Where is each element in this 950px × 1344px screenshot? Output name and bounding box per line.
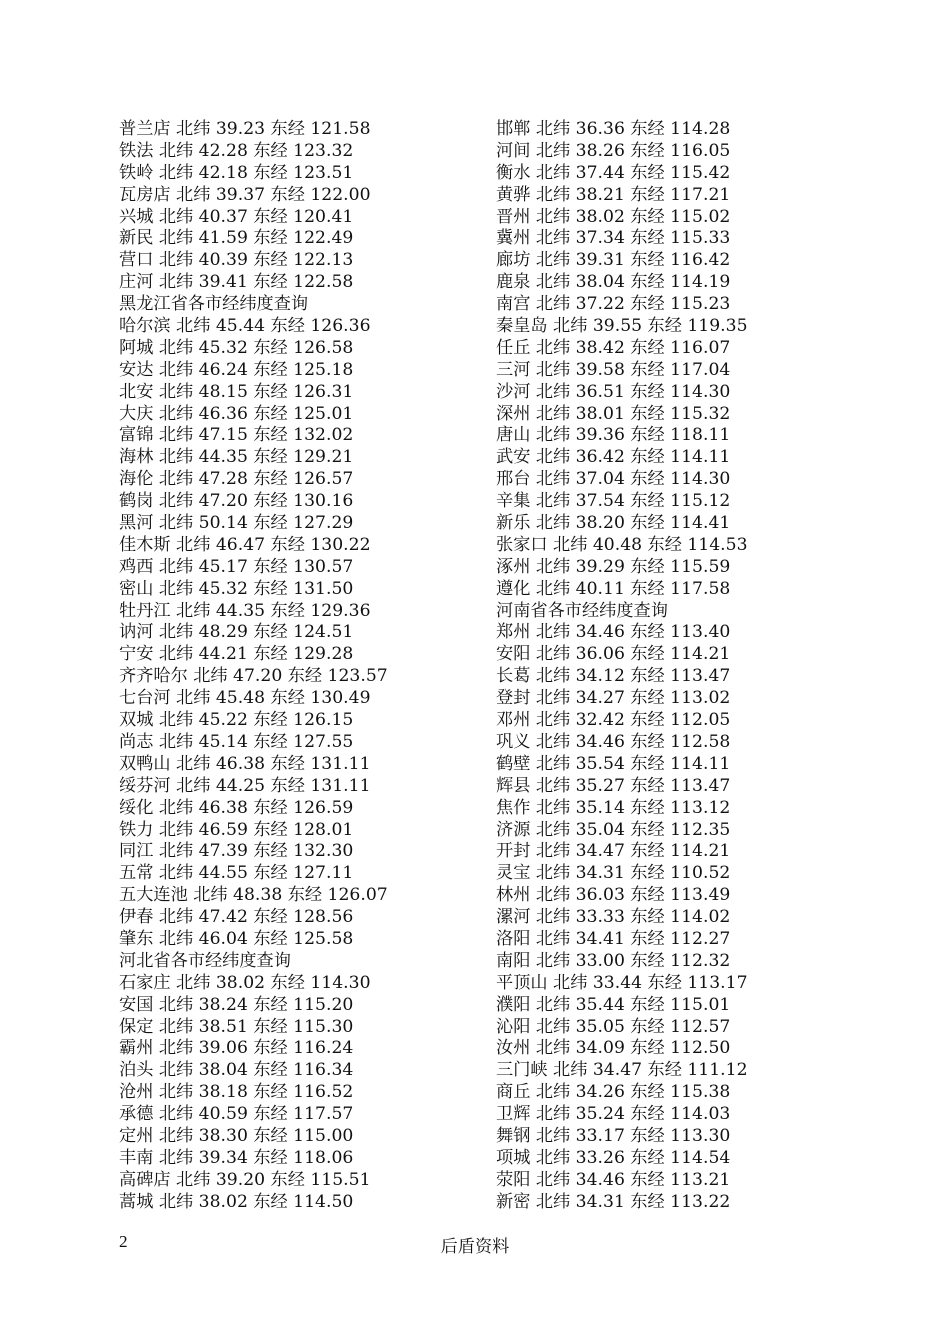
right-column — [496, 119, 856, 1214]
city-entry: 林州 北纬 36.03 东经 113.49 — [496, 885, 731, 906]
city-entry: 沁阳 北纬 35.05 东经 112.57 — [496, 1016, 731, 1037]
city-entry: 铁法 北纬 42.28 东经 123.32 — [119, 140, 354, 161]
city-entry: 新民 北纬 41.59 东经 122.49 — [119, 228, 354, 249]
city-entry: 巩义 北纬 34.46 东经 112.58 — [496, 731, 731, 752]
city-entry: 五大连池 北纬 48.38 东经 126.07 — [119, 885, 388, 906]
city-entry: 牡丹江 北纬 44.35 东经 129.36 — [119, 600, 371, 621]
city-entry: 定州 北纬 38.30 东经 115.00 — [119, 1125, 354, 1146]
city-entry: 瓦房店 北纬 39.37 东经 122.00 — [119, 184, 371, 205]
city-entry: 保定 北纬 38.51 东经 115.30 — [119, 1016, 354, 1037]
city-entry: 安达 北纬 46.24 东经 125.18 — [119, 359, 354, 380]
city-entry: 尚志 北纬 45.14 东经 127.55 — [119, 731, 354, 752]
city-entry: 双鸭山 北纬 46.38 东经 131.11 — [119, 753, 371, 774]
city-entry: 灵宝 北纬 34.31 东经 110.52 — [496, 863, 731, 884]
city-entry: 庄河 北纬 39.41 东经 122.58 — [119, 272, 354, 293]
city-entry: 辛集 北纬 37.54 东经 115.12 — [496, 491, 731, 512]
city-entry: 舞钢 北纬 33.17 东经 113.30 — [496, 1125, 731, 1146]
city-entry: 南阳 北纬 33.00 东经 112.32 — [496, 950, 731, 971]
city-entry: 北安 北纬 48.15 东经 126.31 — [119, 381, 354, 402]
city-entry: 三门峡 北纬 34.47 东经 111.12 — [496, 1060, 748, 1081]
city-entry: 开封 北纬 34.47 东经 114.21 — [496, 841, 731, 862]
page-number: 2 — [119, 1232, 128, 1251]
city-entry: 营口 北纬 40.39 东经 122.13 — [119, 250, 354, 271]
city-entry: 长葛 北纬 34.12 东经 113.47 — [496, 666, 731, 687]
city-entry: 讷河 北纬 48.29 东经 124.51 — [119, 622, 354, 643]
city-entry: 绥芬河 北纬 44.25 东经 131.11 — [119, 775, 371, 796]
city-entry: 普兰店 北纬 39.23 东经 121.58 — [119, 119, 371, 139]
city-entry: 三河 北纬 39.58 东经 117.04 — [496, 359, 731, 380]
city-entry: 沙河 北纬 36.51 东经 114.30 — [496, 381, 731, 402]
city-entry: 郑州 北纬 34.46 东经 113.40 — [496, 622, 731, 643]
city-entry: 深州 北纬 38.01 东经 115.32 — [496, 403, 731, 424]
city-entry: 安阳 北纬 36.06 东经 114.21 — [496, 644, 731, 665]
city-entry: 承德 北纬 40.59 东经 117.57 — [119, 1104, 354, 1125]
city-entry: 同江 北纬 47.39 东经 132.30 — [119, 841, 354, 862]
city-entry: 大庆 北纬 46.36 东经 125.01 — [119, 403, 354, 424]
city-entry: 丰南 北纬 39.34 东经 118.06 — [119, 1147, 354, 1168]
city-entry: 济源 北纬 35.04 东经 112.35 — [496, 819, 731, 840]
city-entry: 阿城 北纬 45.32 东经 126.58 — [119, 337, 354, 358]
city-entry: 晋州 北纬 38.02 东经 115.02 — [496, 206, 731, 227]
city-entry: 铁岭 北纬 42.18 东经 123.51 — [119, 162, 354, 183]
city-entry: 七台河 北纬 45.48 东经 130.49 — [119, 688, 371, 709]
city-entry: 海林 北纬 44.35 东经 129.21 — [119, 447, 354, 468]
city-entry: 鹤岗 北纬 47.20 东经 130.16 — [119, 491, 354, 512]
city-entry: 霸州 北纬 39.06 东经 116.24 — [119, 1038, 354, 1059]
city-entry: 濮阳 北纬 35.44 东经 115.01 — [496, 994, 731, 1015]
city-entry: 唐山 北纬 39.36 东经 118.11 — [496, 425, 731, 446]
city-entry: 新密 北纬 34.31 东经 113.22 — [496, 1191, 731, 1212]
city-entry: 荥阳 北纬 34.46 东经 113.21 — [496, 1169, 731, 1190]
city-entry: 蒿城 北纬 38.02 东经 114.50 — [119, 1191, 354, 1212]
city-entry: 邢台 北纬 37.04 东经 114.30 — [496, 469, 731, 490]
section-heading: 河北省各市经纬度查询 — [119, 950, 291, 971]
footer-title: 后盾资料 — [440, 1237, 510, 1257]
city-entry: 宁安 北纬 44.21 东经 129.28 — [119, 644, 354, 665]
city-entry: 焦作 北纬 35.14 东经 113.12 — [496, 797, 731, 818]
city-entry: 鸡西 北纬 45.17 东经 130.57 — [119, 556, 354, 577]
city-entry: 卫辉 北纬 35.24 东经 114.03 — [496, 1104, 731, 1125]
city-entry: 洛阳 北纬 34.41 东经 112.27 — [496, 928, 731, 949]
city-entry: 项城 北纬 33.26 东经 114.54 — [496, 1147, 731, 1168]
city-entry: 汝州 北纬 34.09 东经 112.50 — [496, 1038, 731, 1059]
city-entry: 任丘 北纬 38.42 东经 116.07 — [496, 337, 731, 358]
city-entry: 商丘 北纬 34.26 东经 115.38 — [496, 1082, 731, 1103]
city-entry: 密山 北纬 45.32 东经 131.50 — [119, 578, 354, 599]
city-entry: 邓州 北纬 32.42 东经 112.05 — [496, 710, 731, 731]
city-entry: 邯郸 北纬 36.36 东经 114.28 — [496, 119, 731, 139]
city-entry: 齐齐哈尔 北纬 47.20 东经 123.57 — [119, 666, 388, 687]
section-heading: 黑龙江省各市经纬度查询 — [119, 294, 309, 315]
city-entry: 哈尔滨 北纬 45.44 东经 126.36 — [119, 316, 371, 337]
city-entry: 富锦 北纬 47.15 东经 132.02 — [119, 425, 354, 446]
city-entry: 泊头 北纬 38.04 东经 116.34 — [119, 1060, 354, 1081]
city-entry: 海伦 北纬 47.28 东经 126.57 — [119, 469, 354, 490]
city-entry: 登封 北纬 34.27 东经 113.02 — [496, 688, 731, 709]
city-entry: 安国 北纬 38.24 东经 115.20 — [119, 994, 354, 1015]
city-entry: 兴城 北纬 40.37 东经 120.41 — [119, 206, 354, 227]
city-entry: 平顶山 北纬 33.44 东经 113.17 — [496, 972, 748, 993]
city-entry: 涿州 北纬 39.29 东经 115.59 — [496, 556, 731, 577]
city-entry: 黑河 北纬 50.14 东经 127.29 — [119, 513, 354, 534]
city-entry: 冀州 北纬 37.34 东经 115.33 — [496, 228, 731, 249]
city-entry: 廊坊 北纬 39.31 东经 116.42 — [496, 250, 731, 271]
city-entry: 辉县 北纬 35.27 东经 113.47 — [496, 775, 731, 796]
city-entry: 高碑店 北纬 39.20 东经 115.51 — [119, 1169, 371, 1190]
city-entry: 鹿泉 北纬 38.04 东经 114.19 — [496, 272, 731, 293]
city-entry: 黄骅 北纬 38.21 东经 117.21 — [496, 184, 731, 205]
left-column — [119, 119, 479, 1214]
city-entry: 遵化 北纬 40.11 东经 117.58 — [496, 578, 731, 599]
city-entry: 五常 北纬 44.55 东经 127.11 — [119, 863, 354, 884]
city-entry: 秦皇岛 北纬 39.55 东经 119.35 — [496, 316, 748, 337]
city-entry: 河间 北纬 38.26 东经 116.05 — [496, 140, 731, 161]
city-entry: 肇东 北纬 46.04 东经 125.58 — [119, 928, 354, 949]
city-entry: 石家庄 北纬 38.02 东经 114.30 — [119, 972, 371, 993]
city-entry: 沧州 北纬 38.18 东经 116.52 — [119, 1082, 354, 1103]
city-entry: 伊春 北纬 47.42 东经 128.56 — [119, 907, 354, 928]
city-entry: 佳木斯 北纬 46.47 东经 130.22 — [119, 534, 371, 555]
city-entry: 衡水 北纬 37.44 东经 115.42 — [496, 162, 731, 183]
city-entry: 张家口 北纬 40.48 东经 114.53 — [496, 534, 748, 555]
city-entry: 武安 北纬 36.42 东经 114.11 — [496, 447, 731, 468]
city-entry: 双城 北纬 45.22 东经 126.15 — [119, 710, 354, 731]
city-entry: 新乐 北纬 38.20 东经 114.41 — [496, 513, 731, 534]
city-entry: 绥化 北纬 46.38 东经 126.59 — [119, 797, 354, 818]
section-heading: 河南省各市经纬度查询 — [496, 600, 668, 621]
city-entry: 南宫 北纬 37.22 东经 115.23 — [496, 294, 731, 315]
city-entry: 鹤壁 北纬 35.54 东经 114.11 — [496, 753, 731, 774]
city-entry: 铁力 北纬 46.59 东经 128.01 — [119, 819, 354, 840]
city-entry: 漯河 北纬 33.33 东经 114.02 — [496, 907, 731, 928]
